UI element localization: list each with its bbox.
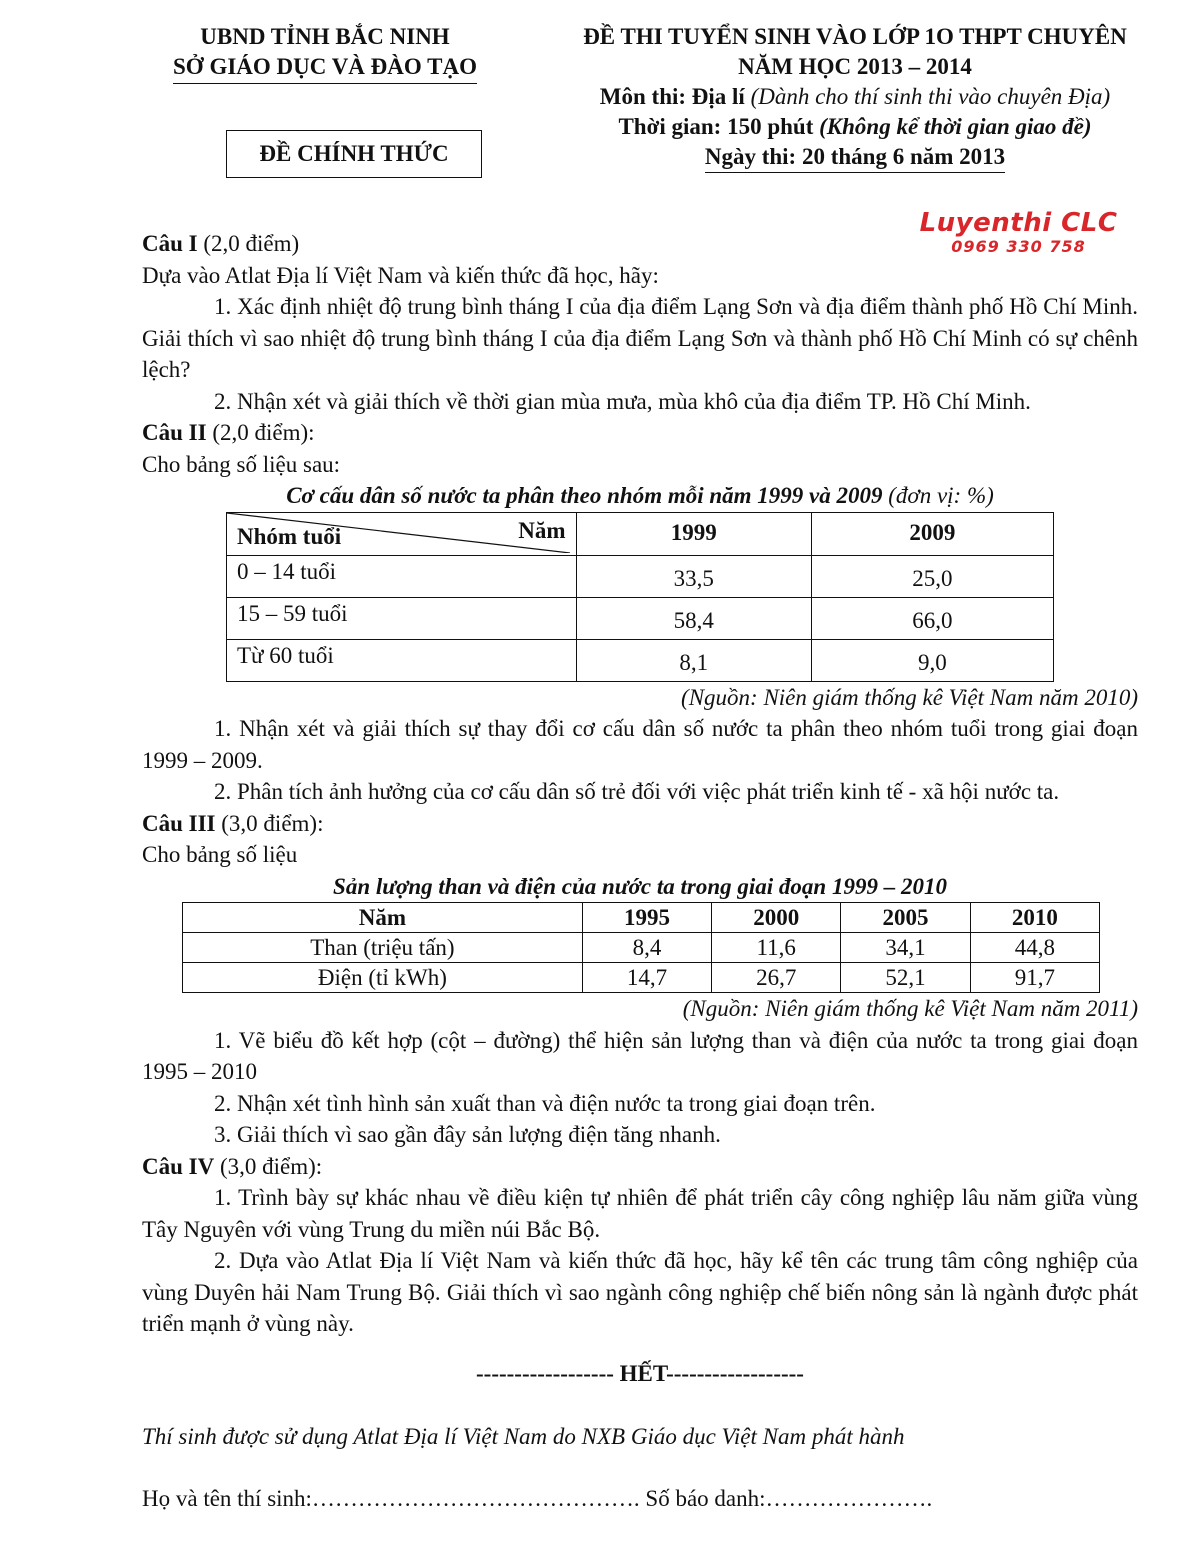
time-label: Thời gian: 150 phút	[618, 114, 814, 139]
q4-title: Câu IV	[142, 1153, 215, 1179]
q3-heading	[142, 808, 1138, 840]
atlas-note: Thí sinh được sử dụng Atlat Địa lí Việt Nam do NXB Giáo dục Việt Nam phát hành	[142, 1424, 905, 1449]
q4-item2: 2. Dựa vào Atlat Địa lí Việt Nam và kiến thức đã học, hãy kể tên các trung tâm công nghiệp của vùng Duyên hải Nam Trung Bộ. Giải thích vì sao ngành công nghiệp chế biến nông sản là ngành được phát triển mạnh ở vùng này.	[142, 1248, 1138, 1336]
table-cell: 33,5	[576, 555, 811, 597]
population-table	[226, 512, 1054, 682]
row-label: Điện (tỉ kWh)	[183, 963, 583, 993]
end-marker: ------------------ HẾT------------------	[476, 1360, 804, 1386]
issuer-line1: UBND TỈNH BẮC NINH	[200, 24, 450, 49]
q1-heading	[142, 228, 1138, 260]
table-row	[183, 963, 1100, 993]
q2-caption	[142, 480, 1138, 512]
q2-item2: 2. Phân tích ảnh hưởng của cơ cấu dân số trẻ đối với việc phát triển kinh tế - xã hội nước ta.	[214, 779, 1060, 804]
subject-label: Môn thi: Địa lí	[599, 84, 745, 109]
table-row	[227, 597, 1054, 639]
header-cell: 1995	[582, 903, 711, 933]
corner-group-label: Nhóm tuổi	[237, 524, 342, 549]
q1-item1: 1. Xác định nhiệt độ trung bình tháng I của địa điểm Lạng Sơn và địa điểm thành phố Hồ Chí Minh. Giải thích vì sao nhiệt độ trung bình tháng I của địa điểm Lạng Sơn và thành phố Hồ Chí Minh có sự chênh lệch?	[142, 294, 1138, 382]
time-note: (Không kể thời gian giao đề)	[819, 114, 1092, 139]
q3-title: Câu III	[142, 810, 216, 836]
row-label: 0 – 14 tuổi	[227, 555, 577, 597]
watermark-name: Luyenthi CLC	[919, 208, 1118, 238]
table-cell: 8,4	[582, 933, 711, 963]
subject-line	[540, 82, 1170, 112]
table-row	[227, 555, 1054, 597]
header-cell: 2005	[841, 903, 970, 933]
time-line	[540, 112, 1170, 142]
corner-cell	[227, 512, 577, 555]
q2-unit: (đơn vị: %)	[888, 483, 994, 508]
coal-power-table	[182, 902, 1100, 993]
table-row	[183, 933, 1100, 963]
issuer-block	[140, 22, 510, 84]
table-cell: 8,1	[576, 639, 811, 681]
exam-title-line2: NĂM HỌC 2013 – 2014	[738, 54, 972, 79]
table-cell: 52,1	[841, 963, 970, 993]
q3-intro: Cho bảng số liệu	[142, 842, 298, 867]
q4-points: (3,0 điểm):	[219, 1153, 323, 1179]
table-cell: 91,7	[970, 963, 1099, 993]
q3-item2: 2. Nhận xét tình hình sản xuất than và điện nước ta trong giai đoạn trên.	[214, 1090, 876, 1116]
table-cell: 34,1	[841, 933, 970, 963]
corner-year-label: Năm	[518, 517, 566, 543]
q3-source: (Nguồn: Niên giám thống kê Việt Nam năm 2011)	[682, 996, 1138, 1021]
q2-heading	[142, 417, 1138, 449]
q3-item1: 1. Vẽ biểu đồ kết hợp (cột – đường) thể hiện sản lượng than và điện của nước ta trong giai đoạn 1995 – 2010	[142, 1027, 1138, 1084]
table-cell: 44,8	[970, 933, 1099, 963]
q3-points: (3,0 điểm):	[221, 810, 324, 836]
q1-title: Câu I	[142, 231, 198, 256]
header-cell: 2010	[970, 903, 1099, 933]
subject-note: (Dành cho thí sinh thi vào chuyên Địa)	[750, 84, 1111, 109]
exam-title-block	[540, 22, 1170, 173]
q1-item2: 2. Nhận xét và giải thích về thời gian mùa mưa, mùa khô của địa điểm TP. Hồ Chí Minh.	[214, 388, 1031, 414]
table-row	[227, 639, 1054, 681]
row-label: Từ 60 tuổi	[227, 639, 577, 681]
coal-power-table-header	[183, 903, 1100, 933]
table-cell: 58,4	[576, 597, 811, 639]
table-cell: 14,7	[582, 963, 711, 993]
q1-intro: Dựa vào Atlat Địa lí Việt Nam và kiến thức đã học, hãy:	[142, 262, 659, 288]
exam-date: Ngày thi: 20 tháng 6 năm 2013	[705, 142, 1005, 173]
table-cell: 26,7	[712, 963, 841, 993]
table-cell: 66,0	[811, 597, 1053, 639]
table-cell: 11,6	[712, 933, 841, 963]
year-2009-header: 2009	[811, 512, 1053, 555]
year-1999-header: 1999	[576, 512, 811, 555]
q1-points: (2,0 điểm)	[203, 231, 300, 256]
row-label: Than (triệu tấn)	[183, 933, 583, 963]
watermark-phone: 0969 330 758	[951, 237, 1086, 256]
q2-title: Câu II	[142, 420, 207, 445]
q2-item1: 1. Nhận xét và giải thích sự thay đổi cơ cấu dân số nước ta phân theo nhóm tuổi trong giai đoạn 1999 – 2009.	[142, 716, 1138, 773]
header-cell: Năm	[183, 903, 583, 933]
q2-points: (2,0 điểm):	[212, 420, 315, 445]
q3-caption: Sản lượng than và điện của nước ta trong giai đoạn 1999 – 2010	[333, 873, 947, 899]
q2-source: (Nguồn: Niên giám thống kê Việt Nam năm 2010)	[681, 684, 1138, 710]
exam-content	[142, 228, 1138, 1514]
table-cell: 9,0	[811, 639, 1053, 681]
header-cell: 2000	[712, 903, 841, 933]
official-badge: ĐỀ CHÍNH THỨC	[226, 130, 482, 178]
population-table-header	[227, 512, 1054, 555]
q2-caption-text: Cơ cấu dân số nước ta phân theo nhóm mỗi năm 1999 và 2009	[286, 483, 883, 508]
q3-item3: 3. Giải thích vì sao gần đây sản lượng điện tăng nhanh.	[214, 1122, 721, 1147]
issuer-line2: SỞ GIÁO DỤC VÀ ĐÀO TẠO	[173, 52, 477, 84]
row-label: 15 – 59 tuổi	[227, 597, 577, 639]
q4-item1: 1. Trình bày sự khác nhau về điều kiện tự nhiên để phát triển cây công nghiệp lâu năm giữa vùng Tây Nguyên với vùng Trung du miền núi Bắc Bộ.	[142, 1185, 1138, 1242]
q2-intro: Cho bảng số liệu sau:	[142, 451, 341, 477]
candidate-info-line: Họ và tên thí sinh:……………………………………. Số báo danh:………………….	[142, 1485, 933, 1511]
table-cell: 25,0	[811, 555, 1053, 597]
q4-heading	[142, 1151, 1138, 1183]
exam-title-line1: ĐỀ THI TUYỂN SINH VÀO LỚP 1O THPT CHUYÊN	[583, 24, 1127, 49]
